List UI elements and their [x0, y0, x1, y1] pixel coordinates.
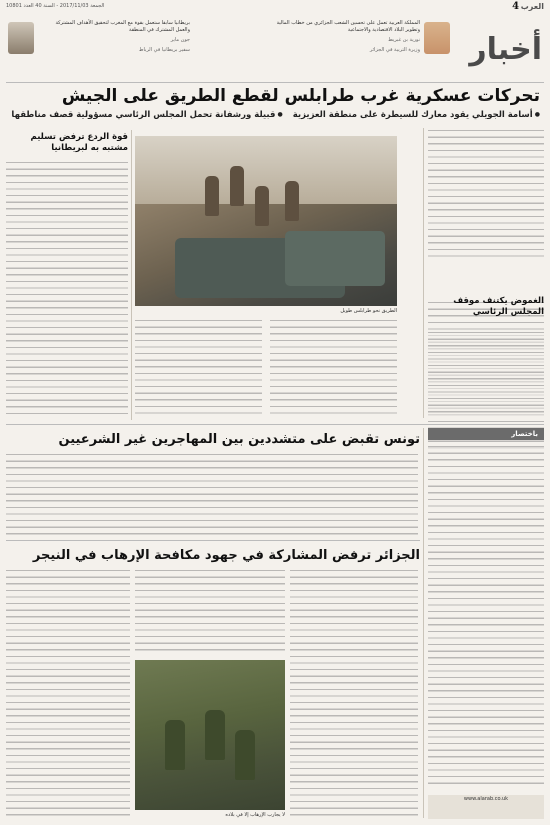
- divider-3: [6, 540, 420, 541]
- header: [0, 12, 550, 82]
- divider-2: [6, 424, 544, 425]
- story-3-col-right: [290, 568, 418, 818]
- teaser-right-role: وزيرة التربية في الجزائر: [369, 47, 420, 53]
- story-3-photo: [135, 660, 285, 810]
- side-story-2-body: [428, 330, 544, 416]
- side-story-1-title: قوة الردع ترفض تسليم مشتبه به لبريطانيا: [30, 132, 128, 153]
- teaser-left-text: بريطانيا سابقا ستعمل بقوة مع المغرب لتحقيق الأهداف المشتركة والعمل المشترك في المنطقة: [55, 20, 190, 33]
- teaser-right-text: المملكة العربية تعمل على تحسين الشعب الجزائري من خطاب المالية وتطوير البلاد الاقتصادية والاجتماعية: [276, 20, 420, 33]
- teaser-left: [40, 20, 190, 54]
- subhead-2: ● قبيلة ورشفانة تحمل المجلس الرئاسي مسؤولية قصف مناطقها: [11, 110, 282, 120]
- column-divider: [423, 128, 424, 418]
- subhead-1: ● أسامة الجويلي يقود معارك للسيطرة على منطقة العزيزية: [293, 110, 540, 120]
- teaser-right-name: نورية بن غبريط: [388, 37, 420, 43]
- avatar-right: [424, 22, 450, 54]
- section-title: أخبار: [469, 32, 542, 67]
- story-3-photo-caption: لا يجارب الإرهاب إلا في بلاده: [225, 812, 285, 818]
- divider: [6, 82, 544, 83]
- avatar-left: [8, 22, 34, 54]
- main-photo-caption: الطريق نحو طرابلس طويل: [340, 308, 397, 314]
- masthead: [512, 1, 544, 12]
- brief-box-label: باختصار: [428, 428, 544, 440]
- story-3-headline: الجزائر ترفض المشاركة في جهود مكافحة الإرهاب في النيجر: [32, 548, 420, 563]
- main-subheads: [10, 110, 540, 120]
- column-divider-brief: [423, 428, 424, 818]
- main-photo: [135, 136, 397, 306]
- main-story-col-mid-left: [135, 318, 262, 418]
- story-3-col-left: [6, 568, 130, 818]
- teaser-left-name: جون ماير: [170, 37, 190, 43]
- story-2-headline: تونس تقبض على متشددين بين المهاجرين غير الشرعيين: [58, 432, 420, 447]
- story-3-col-mid: [135, 568, 285, 656]
- side-story-1-body: [6, 160, 128, 418]
- story-2-body: [6, 452, 418, 536]
- brief-box-body: [428, 444, 544, 789]
- teaser-left-role: سفير بريطانيا في الرباط: [138, 47, 190, 53]
- side-story-2-title: الغموض يكتنف موقف المجلس الرئاسي: [453, 296, 544, 317]
- main-story-col-mid-right: [270, 318, 397, 418]
- issue-info: الجمعة 2017/11/03 - السنة 40 العدد 10801: [6, 3, 105, 9]
- teaser-right: [270, 20, 420, 54]
- column-divider-left: [131, 130, 132, 420]
- paper-name: العرب: [520, 1, 544, 11]
- footer-url[interactable]: www.alarab.co.uk: [463, 796, 509, 802]
- footer-box: [428, 795, 544, 819]
- top-strip: [0, 0, 550, 12]
- main-headline: تحركات عسكرية غرب طرابلس لقطع الطريق على الجيش: [61, 86, 540, 106]
- page-number: 4: [512, 0, 520, 12]
- main-story-col-right-top: [428, 128, 544, 258]
